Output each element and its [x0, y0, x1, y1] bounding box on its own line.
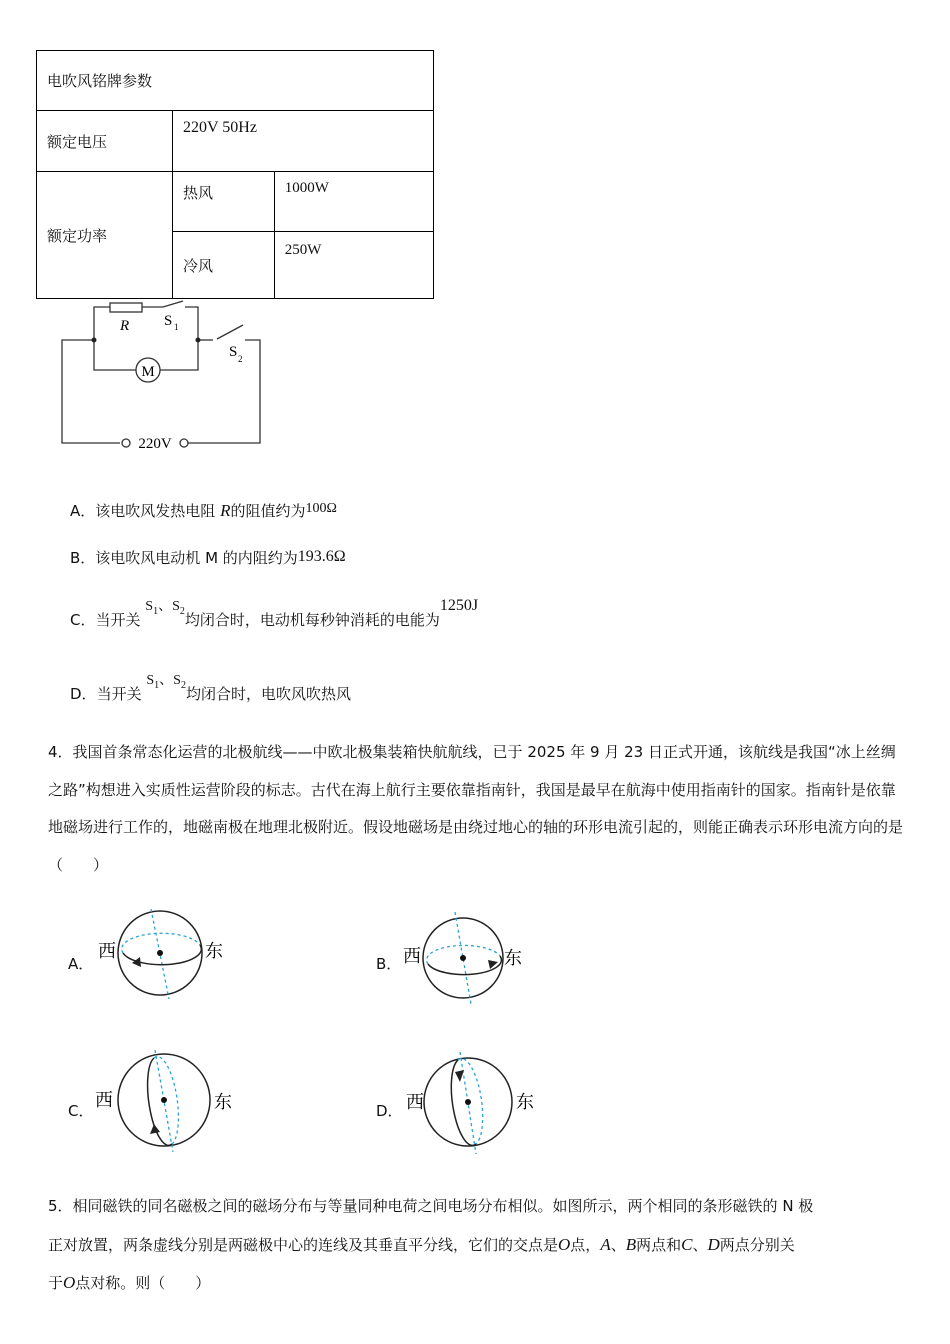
- east-label: 东: [205, 941, 223, 961]
- q4-option-a-label[interactable]: A．: [68, 955, 94, 973]
- q4-option-d-figure[interactable]: [400, 1050, 550, 1160]
- hot-value: 1000W: [274, 172, 433, 232]
- q4-option-c-label[interactable]: C．: [68, 1102, 94, 1120]
- switch-s1-blade: [163, 301, 183, 307]
- voltage-value: 220V 50Hz: [173, 111, 434, 172]
- switch-s2-blade: [217, 325, 243, 339]
- west-label: 西: [98, 941, 116, 961]
- east-label: 东: [516, 1092, 534, 1112]
- resistor-symbol: [110, 303, 142, 312]
- cold-value: 250W: [274, 232, 433, 299]
- q3-option-c[interactable]: C．当开关 $S_1$、$S_2$均闭合时，电动机每秒钟消耗的电能为1250J: [70, 597, 479, 629]
- switch1-sub: 1: [174, 322, 179, 332]
- cold-label: 冷风: [173, 232, 275, 299]
- hot-label: 热风: [173, 172, 275, 232]
- switch2-label: S: [229, 344, 238, 360]
- q4-option-a-figure[interactable]: [92, 905, 232, 1005]
- q4-option-c-figure[interactable]: [92, 1048, 242, 1158]
- q4-option-b-label[interactable]: B．: [376, 955, 402, 973]
- q3-option-a[interactable]: A．该电吹风发热电阻 R的阻值约为100Ω: [70, 501, 337, 520]
- west-label: 西: [95, 1090, 113, 1110]
- q3-option-d[interactable]: D．当开关 $S_1$、$S_2$均闭合时，电吹风吹热风: [70, 673, 351, 703]
- spec-table-title: 电吹风铭牌参数: [37, 51, 434, 111]
- west-label: 西: [403, 946, 421, 966]
- motor-label: M: [141, 364, 155, 380]
- east-label: 东: [214, 1092, 232, 1112]
- spec-table: [36, 50, 434, 299]
- terminal-right: [180, 439, 188, 447]
- switch1-label: S: [164, 313, 173, 329]
- east-label: 东: [504, 948, 522, 968]
- q5-question-text: 5．相同磁铁的同名磁极之间的磁场分布与等量同种电荷之间电场分布相似。如图所示，两个相同的条形磁铁的 N 极 正对放置，两条虚线分别是两磁极中心的连线及其垂直平分线，它们的交点是O点，A、B两点和C、D两点分别关 于O点对称。则（ ）: [48, 1197, 814, 1292]
- q4-option-d-label[interactable]: D．: [376, 1102, 403, 1120]
- circuit-diagram: [55, 298, 275, 458]
- source-label: 220V: [138, 436, 172, 452]
- power-label: 额定功率: [37, 172, 173, 299]
- q4-option-b-figure[interactable]: [400, 908, 540, 1008]
- q3-option-b[interactable]: B．该电吹风电动机 M 的内阻约为193.6Ω: [70, 548, 346, 567]
- west-label: 西: [406, 1092, 424, 1112]
- terminal-left: [122, 439, 130, 447]
- voltage-label: 额定电压: [37, 111, 173, 172]
- resistor-label: R: [120, 318, 130, 334]
- switch2-sub: 2: [238, 354, 243, 364]
- q4-question-text: 4．我国首条常态化运营的北极航线——中欧北极集装箱快航航线，已于 2025 年 9 月 23 日正式开通，该航线是我国“冰上丝绸之路”构想进入实质性运营阶段的标志。古代在海上航行主要依靠指南针，我国是最早在航海中使用指南针的国家。指南针是依靠地磁场进行工作的，地磁南极在地理北极附近。假设地磁场是由绕过地心的轴的环形电流引起的，则能正确表示环形电流方向的是（ ）: [48, 743, 904, 874]
